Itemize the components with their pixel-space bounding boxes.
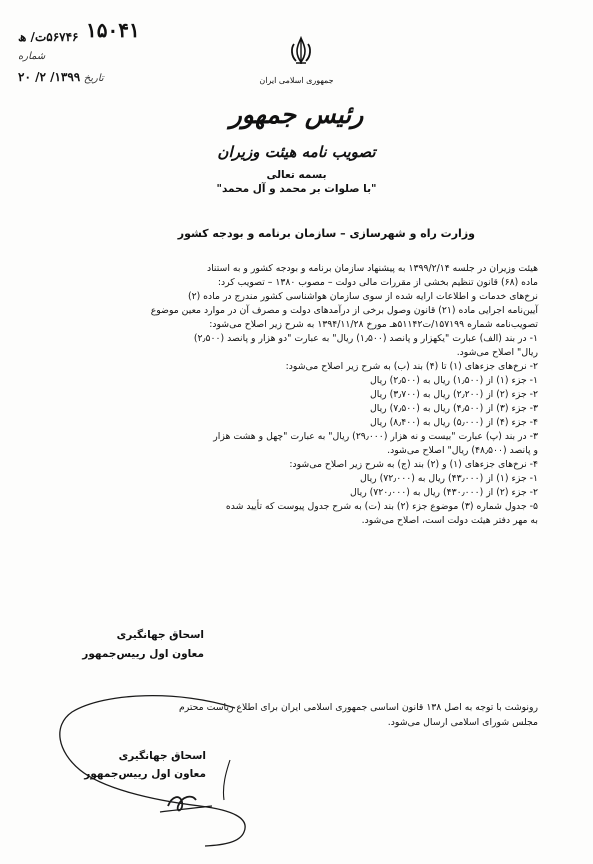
body-line: به مهر دفتر هیئت دولت است، اصلاح می‌شود. <box>361 515 538 526</box>
salavat-line: "با صلوات بر محمد و آل محمد" <box>216 183 377 195</box>
copy-note-line: مجلس شورای اسلامی ارسال می‌شود. <box>387 717 538 728</box>
signatory-name: اسحاق جهانگیری <box>116 629 204 641</box>
copy-note <box>179 700 538 730</box>
reference-number-row <box>18 30 78 44</box>
copy-signatory-name: اسحاق جهانگیری <box>118 750 206 762</box>
body-line: ۳- جزء (۳) از (۴٫۵۰۰) ریال به (۷٫۵۰۰) ریال <box>370 403 538 414</box>
body-line: ۴- جزء (۴) از (۵٫۰۰۰) ریال به (۸٫۴۰۰) ریال <box>370 417 538 428</box>
body-line: ۱- جزء (۱) از (۱٫۵۰۰) ریال به (۲٫۵۰۰) ریال <box>370 375 538 386</box>
body-line: ۲- جزء (۲) از (۴۳۰٫۰۰۰) ریال به (۷۲۰٫۰۰۰) ریال <box>350 487 538 498</box>
body-line: ۵- جدول شماره (۳) موضوع جزء (۲) بند (ت) به شرح جدول پیوست که تأیید شده <box>225 501 538 512</box>
body-line: ۱- در بند (الف) عبارت "یکهزار و پانصد (۱٫۵۰۰) ریال" به عبارت "دو هزار و پانصد (۲٫۵۰۰) <box>193 333 538 344</box>
cabinet-decree-subtitle: تصویب نامه هیئت وزیران <box>217 143 376 161</box>
reference-number-label-row <box>18 49 45 62</box>
copy-signatory-title: معاون اول رییس‌جمهور <box>84 768 206 780</box>
body-line: ریال" اصلاح می‌شود. <box>456 347 538 358</box>
body-line: آیین‌نامه اجرایی ماده (۲۱) قانون وصول برخی از درآمدهای دولت و مصرف آن در موارد معین موضوع <box>150 305 538 316</box>
president-title: رئیس جمهور <box>229 100 364 129</box>
body-line: ۳- در بند (پ) عبارت "بیست و نه هزار (۲۹٫۰۰۰) ریال" به عبارت "چهل و هشت هزار <box>213 431 538 442</box>
body-line: هیئت وزیران در جلسه ۱۳۹۹/۲/۱۴ به پیشنهاد سازمان برنامه و بودجه کشور و به استناد <box>206 263 538 274</box>
body-line: ۲- جزء (۲) از (۲٫۲۰۰) ریال به (۳٫۷۰۰) ریال <box>370 389 538 400</box>
iran-emblem-icon <box>288 36 314 66</box>
signatory-title: معاون اول رییس‌جمهور <box>82 648 204 660</box>
body-line: ماده (۶۸) قانون تنظیم بخشی از مقررات مالی دولت – مصوب ۱۳۸۰ – تصویب کرد: <box>217 277 538 288</box>
bismillah-line: بسمه تعالی <box>266 169 327 181</box>
body-line: ۲- نرخ‌های جزءهای (۱) تا (۴) بند (ب) به شرح زیر اصلاح می‌شود: <box>285 361 538 372</box>
body-line: نرخ‌های خدمات و اطلاعات ارایه شده از سوی سازمان هواشناسی کشور مندرج در ماده (۲) <box>187 291 538 302</box>
body-line: و پانصد (۴۸٫۵۰۰) ریال" اصلاح می‌شود. <box>387 445 538 456</box>
body-line: تصویب‌نامه شماره ۱۵۷۱۹۹/ت۵۱۱۴۲هـ مورخ ۱۳۹۴/۱۱/۲۸ به شرح زیر اصلاح می‌شود: <box>209 319 538 330</box>
body-line: ۴- نرخ‌های جزءهای (۱) و (۲) بند (ج) به شرح زیر اصلاح می‌شود: <box>289 459 538 470</box>
copy-note-line: رونوشت با توجه به اصل ۱۳۸ قانون اساسی جمهوری اسلامی ایران برای اطلاع ریاست محترم <box>178 702 538 713</box>
decree-body <box>80 262 538 528</box>
republic-label: جمهوری اسلامی ایران <box>259 76 334 85</box>
recipient-line: وزارت راه و شهرسازی – سازمان برنامه و بودجه کشور <box>177 227 475 240</box>
reference-date-label: تاریخ <box>83 73 104 84</box>
reference-number-label: شماره <box>18 51 46 62</box>
reference-date: ۱۳۹۹/ ۲/ ۲۰ <box>18 70 81 84</box>
handwritten-reference-number: ۱۵۰۴۱ <box>86 18 140 42</box>
reference-number: ۵۶۷۴۶ت/ ھ <box>18 30 79 44</box>
body-line: ۱- جزء (۱) از (۴۳٫۰۰۰) ریال به (۷۲٫۰۰۰) ریال <box>360 473 538 484</box>
